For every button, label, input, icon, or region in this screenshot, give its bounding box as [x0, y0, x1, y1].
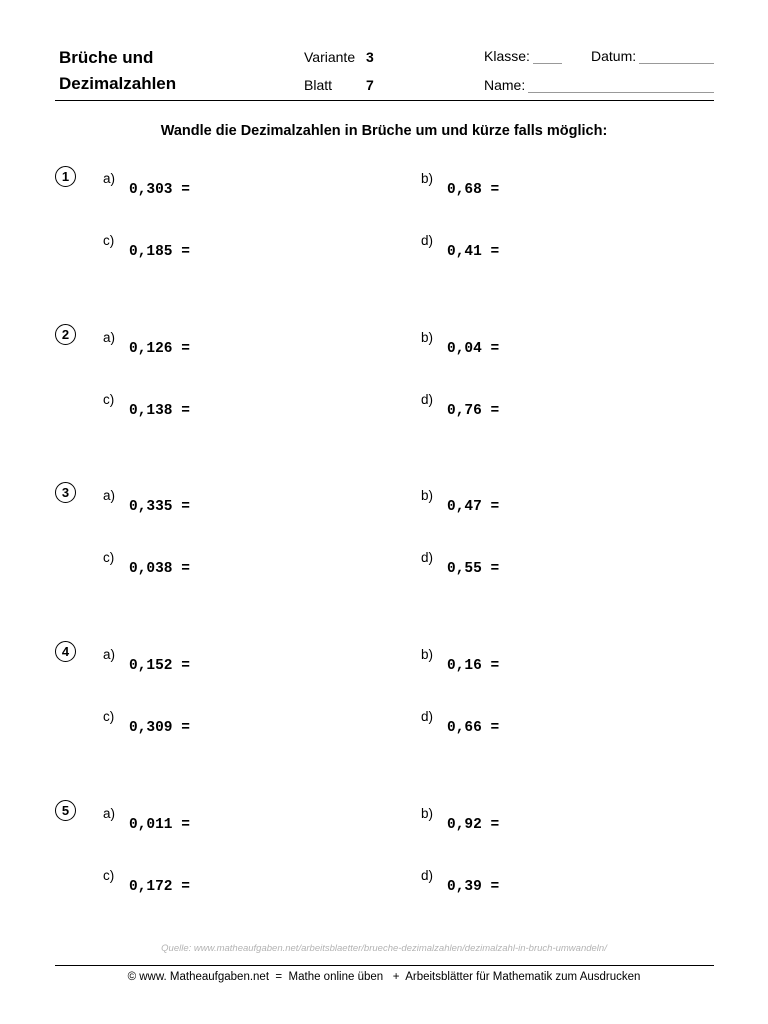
decimal-expression: 0,335 =	[129, 499, 190, 515]
item-label: c)	[103, 233, 115, 248]
name-field[interactable]	[528, 92, 714, 93]
item-label: c)	[103, 868, 115, 883]
item-label: c)	[103, 709, 115, 724]
item-label: b)	[421, 171, 434, 186]
item-label: d)	[421, 392, 434, 407]
decimal-expression: 0,39 =	[447, 879, 500, 895]
exercise-number-badge: 5	[55, 800, 76, 821]
item-label: a)	[103, 171, 116, 186]
decimal-expression: 0,303 =	[129, 182, 190, 198]
klasse-label: Klasse:	[484, 48, 530, 64]
decimal-expression: 0,152 =	[129, 658, 190, 674]
exercise-number-badge: 4	[55, 641, 76, 662]
item-label: d)	[421, 709, 434, 724]
variante-label: Variante	[304, 49, 356, 65]
item-label: b)	[421, 806, 434, 821]
decimal-expression: 0,185 =	[129, 244, 190, 260]
item-label: d)	[421, 233, 434, 248]
decimal-expression: 0,16 =	[447, 658, 500, 674]
blatt-value: 7	[366, 77, 374, 93]
decimal-expression: 0,309 =	[129, 720, 190, 736]
decimal-expression: 0,04 =	[447, 341, 500, 357]
item-label: b)	[421, 488, 434, 503]
exercise-number-badge: 1	[55, 166, 76, 187]
datum-field[interactable]	[639, 63, 714, 64]
variante-value: 3	[366, 49, 374, 65]
decimal-expression: 0,011 =	[129, 817, 190, 833]
decimal-expression: 0,138 =	[129, 403, 190, 419]
decimal-expression: 0,55 =	[447, 561, 500, 577]
exercise-number-badge: 2	[55, 324, 76, 345]
item-label: d)	[421, 550, 434, 565]
source-link[interactable]: Quelle: www.matheaufgaben.net/arbeitsblaetter/brueche-dezimalzahlen/dezimalzahl-in-bruch-umwandeln/	[161, 943, 607, 954]
datum-label: Datum:	[591, 48, 637, 64]
blatt-label: Blatt	[304, 77, 333, 93]
item-label: a)	[103, 806, 116, 821]
footer-text: © www. Matheaufgaben.net = Mathe online üben + Arbeitsblätter für Mathematik zum Ausdrucken	[127, 971, 641, 983]
footer-divider	[55, 965, 714, 966]
decimal-expression: 0,126 =	[129, 341, 190, 357]
decimal-expression: 0,41 =	[447, 244, 500, 260]
decimal-expression: 0,68 =	[447, 182, 500, 198]
decimal-expression: 0,76 =	[447, 403, 500, 419]
header-divider	[55, 100, 714, 101]
decimal-expression: 0,172 =	[129, 879, 190, 895]
decimal-expression: 0,92 =	[447, 817, 500, 833]
item-label: a)	[103, 488, 116, 503]
item-label: b)	[421, 330, 434, 345]
name-label: Name:	[484, 77, 526, 93]
instruction-text: Wandle die Dezimalzahlen in Brüche um und kürze falls möglich:	[160, 123, 608, 139]
item-label: a)	[103, 647, 116, 662]
item-label: d)	[421, 868, 434, 883]
item-label: c)	[103, 550, 115, 565]
item-label: a)	[103, 330, 116, 345]
decimal-expression: 0,66 =	[447, 720, 500, 736]
klasse-field[interactable]	[533, 63, 562, 64]
worksheet-title-line1: Brüche und	[59, 48, 154, 67]
item-label: b)	[421, 647, 434, 662]
worksheet-title-line2: Dezimalzahlen	[59, 74, 177, 93]
decimal-expression: 0,47 =	[447, 499, 500, 515]
exercise-number-badge: 3	[55, 482, 76, 503]
decimal-expression: 0,038 =	[129, 561, 190, 577]
item-label: c)	[103, 392, 115, 407]
